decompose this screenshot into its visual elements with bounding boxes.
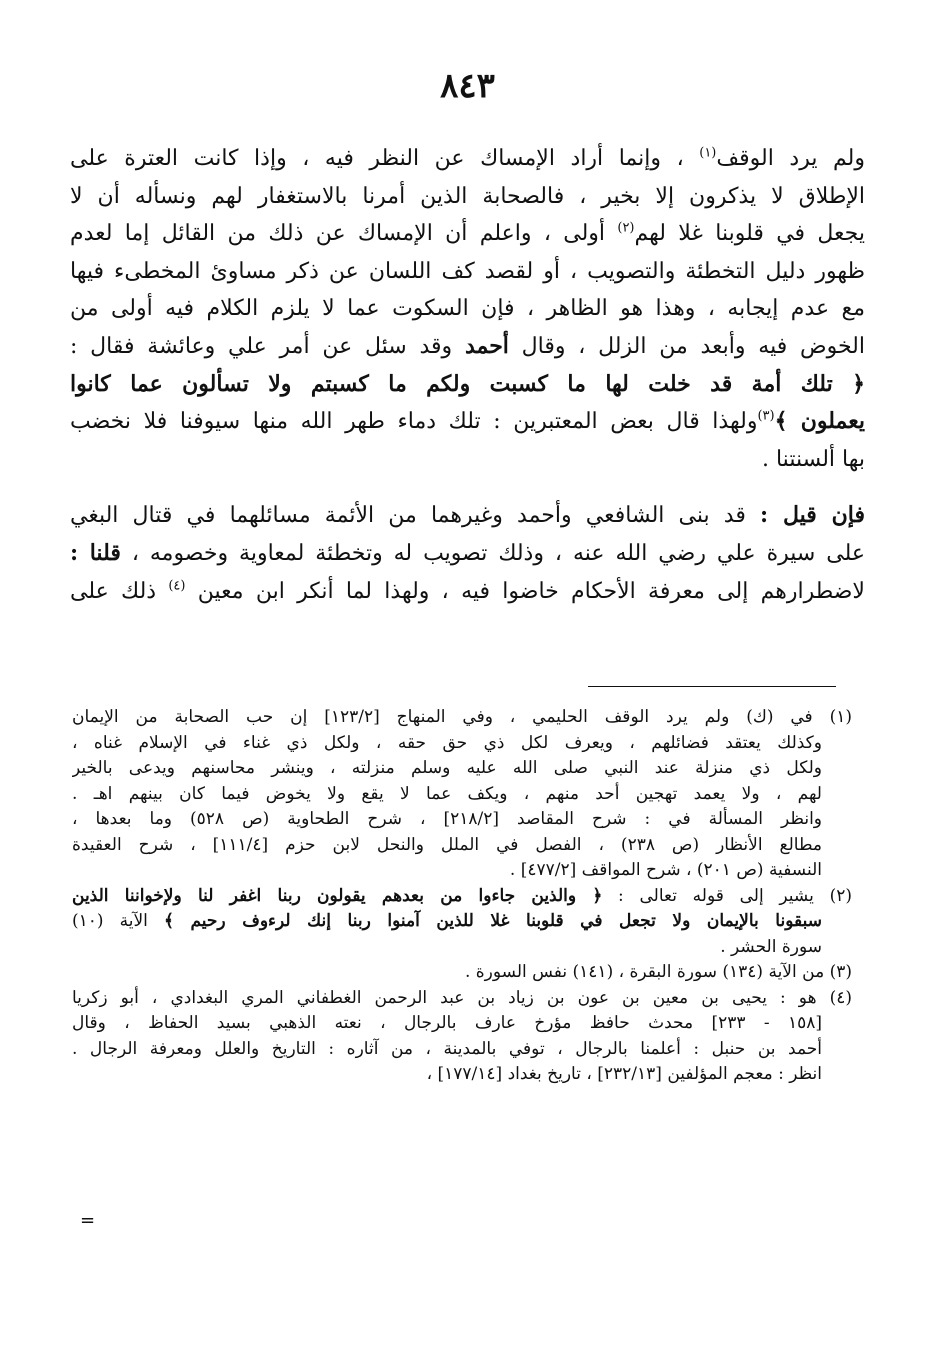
- text-segment: (٢) يشير إلى قوله تعالى :: [602, 885, 852, 906]
- footnote-1: [72, 705, 852, 884]
- text-segment: لهم ، ولا يعمد تهجين أحد منهم ، ويكف عما لا يقع ولا يخوض فيما كان بينهم اهـ .: [72, 783, 822, 804]
- text-segment: ولم يرد الوقف: [716, 146, 865, 171]
- footnote-divider: [588, 686, 836, 687]
- text-segment: (١) في (ك) ولم يرد الوقف الحليمي ، وفي المنهاج [١٢٣/٢] إن حب الصحابة من الإيمان: [72, 707, 852, 727]
- footnote-line: [72, 1011, 852, 1037]
- paragraph-2: [70, 497, 865, 610]
- footnote-ref: (١): [699, 145, 717, 161]
- footnote-line: [72, 935, 852, 961]
- text-segment: يعملون ﴾: [774, 408, 865, 435]
- footnote-line: [72, 705, 852, 731]
- text-segment: وقد سئل عن أمر علي وعائشة فقال :: [70, 333, 465, 359]
- text-segment: مطالع الأنظار (ص ٢٣٨) ، الفصل في الملل والنحل لابن حزم [١١١/٤] ، شرح العقيدة: [72, 834, 822, 855]
- text-line: [70, 497, 865, 535]
- text-segment: ﴿ والذين جاءوا من بعدهم يقولون ربنا اغفر لنا ولإخواننا الذين: [72, 885, 603, 906]
- continuation-mark: =: [80, 1210, 96, 1231]
- text-segment: ، وإنما أراد الإمساك عن النظر فيه ، وإذا كانت العترة على: [70, 146, 700, 171]
- text-segment: ولهذا قال بعض المعتبرين : تلك دماء طهر الله منها سيوفنا فلا نخضب: [70, 409, 758, 435]
- text-segment: ﴿ تلك أمة قد خلت لها ما كسبت ولكم ما كسبتم ولا تسألون عما كانوا: [70, 370, 865, 397]
- text-segment: [١٥٨ - ٢٣٣] محدث حافظ مؤرخ عارف بالرجال ، نعته الذهبي بسيد الحفاظ ، وقال: [72, 1013, 822, 1033]
- text-segment: الخوض فيه وأبعد من الزلل ، وقال: [508, 333, 865, 359]
- footnote-line: [72, 960, 852, 986]
- text-segment: ظهور دليل التخطئة والتصويب ، أو لقصد كف اللسان عن ذكر مساوئ المخطىء فيها: [70, 258, 865, 284]
- footnote-line: [72, 807, 852, 833]
- text-line: [70, 253, 865, 291]
- text-segment: فإن قيل :: [760, 502, 865, 529]
- text-segment: سبقونا بالإيمان ولا تجعل في قلوبنا غلا للذين آمنوا ربنا إنك لرءوف رحيم ﴾: [163, 911, 822, 931]
- footnote-ref: (٣): [757, 408, 775, 424]
- footnotes: [72, 705, 852, 1088]
- text-segment: على سيرة علي رضي الله عنه ، وذلك تصويب له وتخطئة لمعاوية وخصومه ،: [120, 540, 865, 566]
- paragraph-1: [70, 140, 865, 478]
- footnote-line: [72, 884, 852, 910]
- text-segment: الآية (١٠): [72, 911, 164, 931]
- text-line: [70, 573, 865, 611]
- footnote-line: [72, 1062, 852, 1088]
- text-segment: وكذلك يعتقد فضائلهم ، ويعرف لكل ذي حق حقه ، ولكل ذي غناء في الإسلام غناه ،: [72, 732, 822, 753]
- text-segment: مع عدم إيجابه ، وهذا هو الظاهر ، فإن السكوت عما لا يلزم الكلام فيه أولى من: [70, 296, 865, 322]
- footnote-line: [72, 782, 852, 808]
- text-line: [70, 441, 865, 479]
- text-line: [70, 140, 865, 178]
- footnote-line: [72, 986, 852, 1012]
- text-segment: ولكل ذي منزلة عند النبي صلى الله عليه وسلم منزلته ، وينشر محاسنهم ويدعى بالخير: [72, 758, 822, 778]
- text-segment: بها ألسنتنا .: [761, 446, 865, 472]
- footnote-ref: (٤): [168, 578, 186, 594]
- text-segment: (٣) من الآية (١٣٤) سورة البقرة ، (١٤١) نفس السورة .: [464, 962, 852, 982]
- text-line: [70, 366, 865, 404]
- footnote-line: [72, 858, 852, 884]
- main-text: [70, 140, 865, 610]
- text-line: [70, 178, 865, 216]
- footnote-line: [72, 1037, 852, 1063]
- text-segment: الإطلاق لا يذكرون إلا بخير ، فالصحابة الذين أمرنا بالاستغفار لهم ونسأله أن لا: [70, 183, 865, 209]
- text-segment: (٤) هو : يحيى بن معين بن عون بن زياد بن عبد الرحمن الغطفاني المري البغدادي ، أبو زكريا: [72, 987, 852, 1008]
- text-segment: قد بنى الشافعي وأحمد وغيرهما من الأئمة مسائلهما في قتال البغي: [70, 503, 761, 529]
- footnote-4: [72, 986, 852, 1088]
- text-segment: أحمد بن حنبل : أعلمنا بالرجال ، توفي بالمدينة ، من آثاره : التاريخ والعلل ومعرفة الرجال .: [72, 1038, 822, 1059]
- page-number: ٨٤٣: [440, 66, 495, 106]
- text-line: [70, 290, 865, 328]
- text-segment: النسفية (ص ٢٠١) ، شرح المواقف [٤٧٧/٢] .: [509, 860, 822, 880]
- text-segment: أولى ، واعلم أن الإمساك عن ذلك من القائل إما لعدم: [70, 221, 618, 247]
- footnote-line: [72, 833, 852, 859]
- text-segment: قلنا :: [70, 539, 121, 566]
- footnote-2: [72, 884, 852, 961]
- footnote-ref: (٢): [617, 220, 635, 236]
- text-segment: انظر : معجم المؤلفين [٢٣٢/١٣] ، تاريخ بغداد [١٧٧/١٤] ،: [426, 1064, 822, 1084]
- text-segment: سورة الحشر .: [720, 936, 822, 957]
- text-segment: ذلك على: [70, 578, 169, 604]
- text-line: [70, 535, 865, 573]
- text-line: [70, 328, 865, 366]
- footnote-line: [72, 731, 852, 757]
- text-segment: أحمد: [464, 332, 509, 359]
- footnote-line: [72, 909, 852, 935]
- footnote-3: [72, 960, 852, 986]
- text-segment: وانظر المسألة في : شرح المقاصد [٢١٨/٢] ، شرح الطحاوية (ص ٥٢٨) وما بعدها ،: [72, 809, 823, 829]
- text-line: [70, 403, 865, 441]
- text-segment: يجعل في قلوبنا غلا لهم: [634, 221, 865, 247]
- text-line: [70, 215, 865, 253]
- text-segment: لاضطرارهم إلى معرفة الأحكام خاضوا فيه ، ولهذا لما أنكر ابن معين: [185, 578, 865, 604]
- footnote-line: [72, 756, 852, 782]
